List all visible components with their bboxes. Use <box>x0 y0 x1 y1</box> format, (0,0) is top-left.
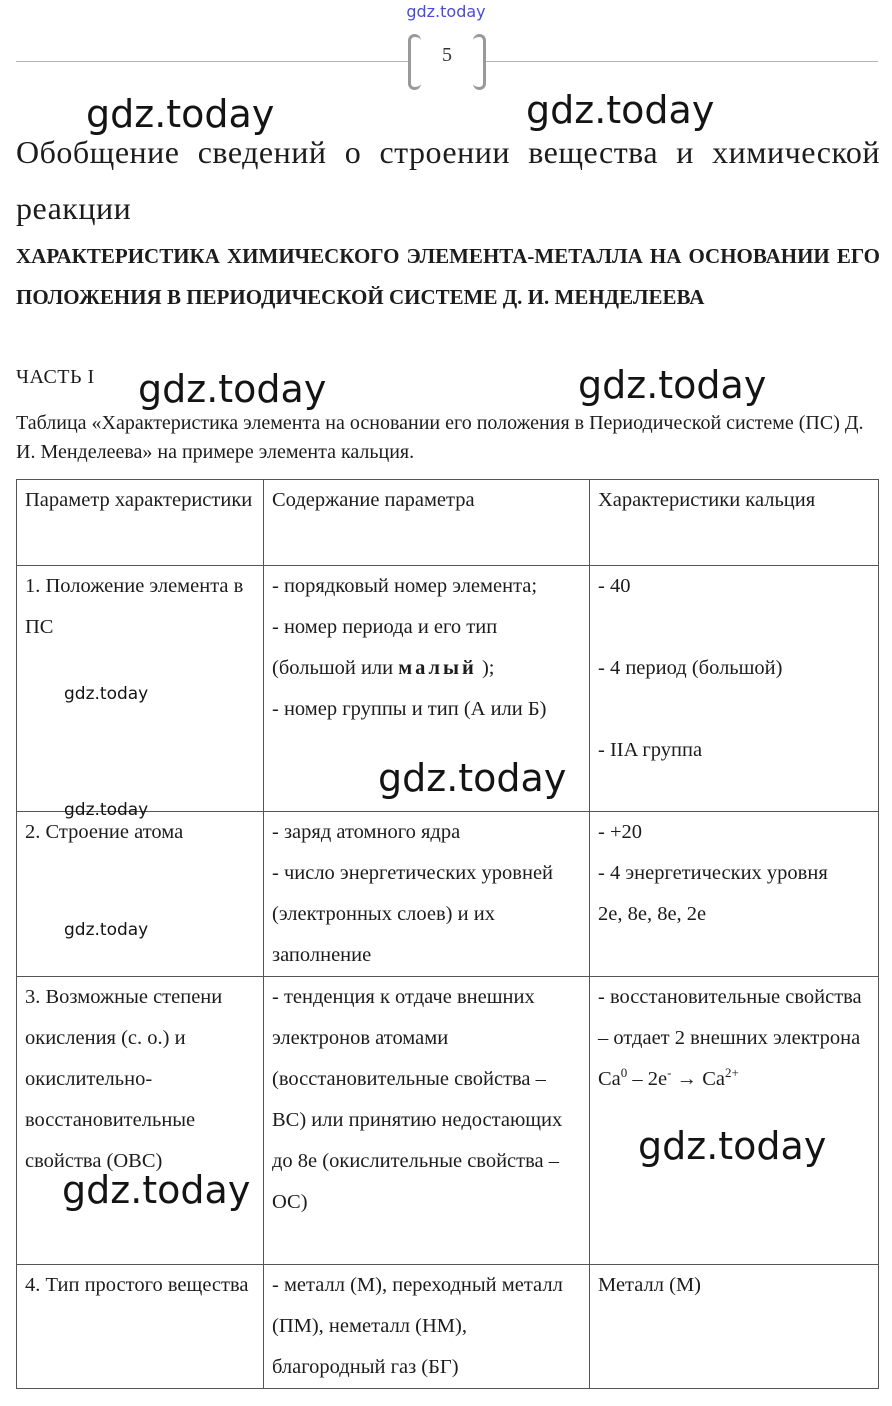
row3-calcium <box>590 977 879 1265</box>
table-row <box>17 812 879 977</box>
row3-param: 3. Возможные степени окисления (с. о.) и окислительно-восстановительные свойства (ОВС) <box>17 977 264 1265</box>
page-title: Обобщение сведений о строении вещества и химической реакции <box>16 134 880 226</box>
row2-content-line: - число энергетических уровней (электронных слоев) и их заполнение <box>272 862 554 966</box>
watermark-text: gdz.today <box>378 756 567 800</box>
table-row <box>17 977 879 1265</box>
table-header-row <box>17 480 879 566</box>
site-watermark-top[interactable]: gdz.today <box>406 2 486 21</box>
row1-content-line: - порядковый номер элемента; <box>272 575 538 597</box>
intro-paragraph: Таблица «Характеристика элемента на основании его положения в Периодической системе (ПС) Д. И. Менделеева» на примере элемента кальция. <box>16 412 864 463</box>
page-number <box>408 34 486 88</box>
calcium-line: - 40 <box>598 575 631 597</box>
calcium-line: - IIA группа <box>598 739 703 761</box>
redox-equation: $Ca^0 - 2e^- \to Ca^{2+}$ <box>598 1065 739 1090</box>
watermark-text: gdz.today <box>578 363 767 407</box>
row4-param: 4. Тип простого вещества <box>17 1265 264 1389</box>
calcium-line: - 4 период (большой) <box>598 657 783 679</box>
row2-calcium <box>590 812 879 977</box>
left-bracket-icon <box>408 34 421 90</box>
page-number-text: 5 <box>442 44 452 66</box>
part-label: ЧАСТЬ I <box>16 366 95 388</box>
watermark-text: gdz.today <box>62 1168 251 1212</box>
row1-calcium <box>590 566 879 812</box>
row4-calcium: Металл (М) <box>590 1265 879 1389</box>
watermark-text: gdz.today <box>64 920 149 940</box>
header-rule-right <box>486 61 878 62</box>
header-calcium: Характеристики кальция <box>590 480 879 566</box>
watermark-text: gdz.today <box>64 800 149 820</box>
row1-param: 1. Положение элемента в ПС <box>17 566 264 812</box>
watermark-text: gdz.today <box>526 88 715 132</box>
row2-content <box>264 812 590 977</box>
watermark-text: gdz.today <box>86 92 275 136</box>
row4-content: - металл (М), переходный металл (ПМ), неметалл (НМ), благородный газ (БГ) <box>264 1265 590 1389</box>
calcium-line: 2е, 8е, 8е, 2е <box>598 903 707 925</box>
table-row <box>17 1265 879 1389</box>
watermark-text: gdz.today <box>64 684 149 704</box>
header-parameter: Параметр характеристики <box>17 480 264 566</box>
watermark-text: gdz.today <box>638 1124 827 1168</box>
header-rule-left <box>16 61 408 62</box>
row2-param: 2. Строение атома <box>17 812 264 977</box>
row3-content: - тенденция к отдаче внешних электронов атомами (восстановительные свойства – ВС) или принятию недостающих до 8е (окислительные свойства – ОС) <box>264 977 590 1265</box>
header-content: Содержание параметра <box>264 480 590 566</box>
row1-content-line: - номер периода и его тип (большой или малый ); <box>272 616 498 679</box>
row1-content-line: - номер группы и тип (А или Б) <box>272 698 547 720</box>
calcium-line: - восстановительные свойства – отдает 2 внешних электрона <box>598 986 862 1049</box>
watermark-text: gdz.today <box>138 367 327 411</box>
right-bracket-icon <box>473 34 486 90</box>
calcium-line: - 4 энергетических уровня <box>598 862 828 884</box>
section-subtitle: ХАРАКТЕРИСТИКА ХИМИЧЕСКОГО ЭЛЕМЕНТА-МЕТАЛЛА НА ОСНОВАНИИ ЕГО ПОЛОЖЕНИЯ В ПЕРИОДИЧЕСКОЙ СИСТЕМЕ Д. И. МЕНДЕЛЕЕВА <box>16 244 880 309</box>
calcium-line: - +20 <box>598 821 643 843</box>
row2-content-line: - заряд атомного ядра <box>272 821 461 843</box>
emphasis-text: малый <box>398 657 477 679</box>
